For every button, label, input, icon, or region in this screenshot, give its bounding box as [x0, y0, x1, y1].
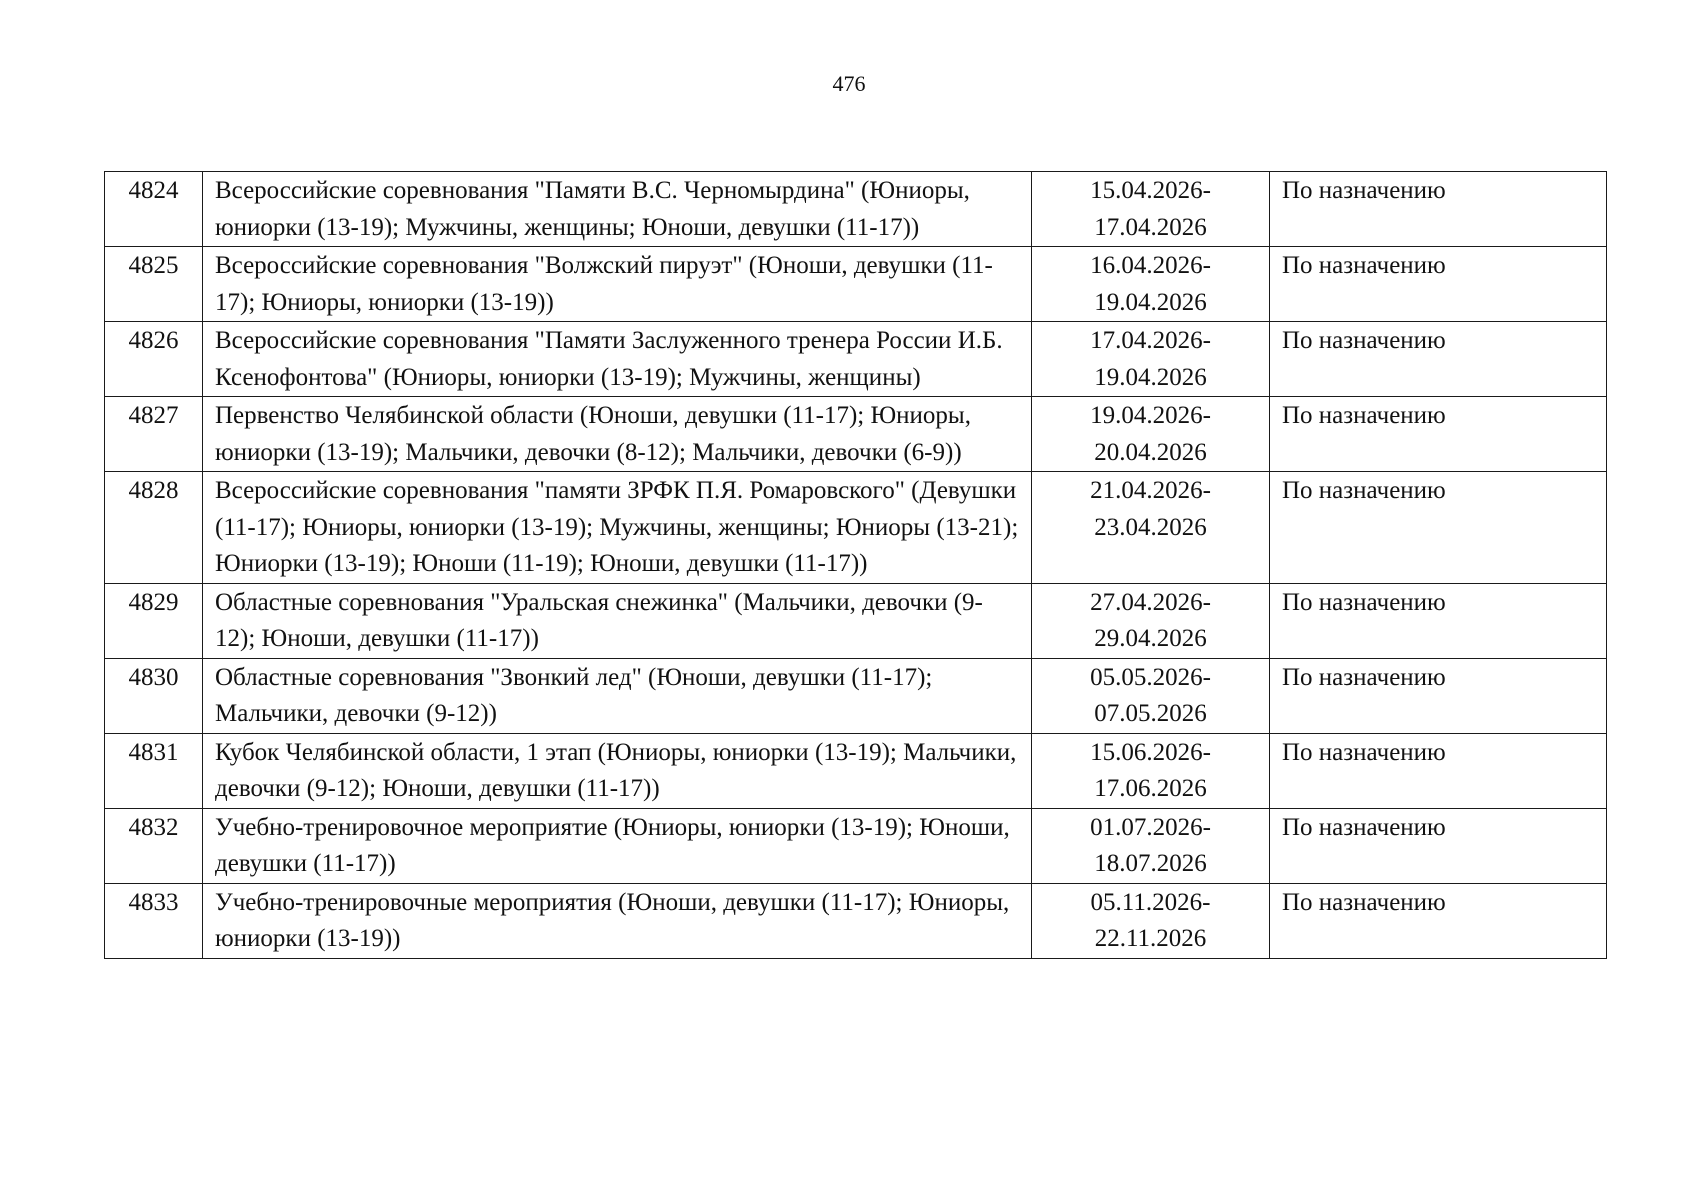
date-end: 17.06.2026	[1094, 775, 1207, 802]
row-number: 4830	[105, 658, 203, 733]
date-end: 19.04.2026	[1094, 288, 1207, 316]
event-dates	[1032, 247, 1270, 322]
funding: По назначению	[1270, 172, 1607, 247]
event-name: Учебно-тренировочные мероприятия (Юноши, девушки (11-17); Юниоры, юниорки (13-19))	[203, 883, 1032, 958]
table-row	[105, 322, 1607, 397]
date-start: 15.04.2026-	[1090, 177, 1211, 204]
row-number: 4826	[105, 322, 203, 397]
table-row	[105, 583, 1607, 658]
date-start: 21.04.2026-	[1090, 477, 1211, 504]
event-name: Всероссийские соревнования "Волжский пируэт" (Юноши, девушки (11-17); Юниоры, юниорки (13-19))	[203, 247, 1032, 322]
event-dates	[1032, 733, 1270, 808]
event-name: Кубок Челябинской области, 1 этап (Юниоры, юниорки (13-19); Мальчики, девочки (9-12); Юноши, девушки (11-17))	[203, 733, 1032, 808]
funding: По назначению	[1270, 322, 1607, 397]
row-number: 4831	[105, 733, 203, 808]
event-name: Учебно-тренировочное мероприятие (Юниоры, юниорки (13-19); Юноши, девушки (11-17))	[203, 808, 1032, 883]
table-row	[105, 172, 1607, 247]
date-end: 20.04.2026	[1094, 438, 1207, 466]
event-name: Всероссийские соревнования "памяти ЗРФК П.Я. Ромаровского" (Девушки (11-17); Юниоры, юниорки (13-19); Мужчины, женщины; Юниоры (13-21); Юниорки (13-19); Юноши (11-19); Юноши, девушки (11-17))	[203, 472, 1032, 584]
table-row	[105, 472, 1607, 584]
date-start: 15.06.2026-	[1090, 738, 1211, 766]
event-dates	[1032, 472, 1270, 584]
date-start: 16.04.2026-	[1090, 252, 1211, 279]
date-end: 07.05.2026	[1094, 700, 1207, 727]
table-row	[105, 247, 1607, 322]
table-row	[105, 733, 1607, 808]
page-number: 476	[832, 71, 866, 96]
funding: По назначению	[1270, 883, 1607, 958]
funding: По назначению	[1270, 583, 1607, 658]
table-row	[105, 397, 1607, 472]
event-name: Областные соревнования "Звонкий лед" (Юноши, девушки (11-17); Мальчики, девочки (9-12))	[203, 658, 1032, 733]
event-dates	[1032, 808, 1270, 883]
date-start: 19.04.2026-	[1090, 402, 1211, 429]
event-dates	[1032, 883, 1270, 958]
funding: По назначению	[1270, 247, 1607, 322]
date-end: 17.04.2026	[1094, 213, 1207, 241]
event-name: Всероссийские соревнования "Памяти В.С. Черномырдина" (Юниоры, юниорки (13-19); Мужчины, женщины; Юноши, девушки (11-17))	[203, 172, 1032, 247]
date-end: 23.04.2026	[1094, 513, 1207, 541]
row-number: 4827	[105, 397, 203, 472]
row-number: 4833	[105, 883, 203, 958]
funding: По назначению	[1270, 658, 1607, 733]
date-start: 27.04.2026-	[1090, 588, 1211, 616]
event-dates	[1032, 658, 1270, 733]
row-number: 4824	[105, 172, 203, 247]
table-row	[105, 658, 1607, 733]
date-end: 18.07.2026	[1094, 850, 1207, 877]
row-number: 4829	[105, 583, 203, 658]
row-number: 4825	[105, 247, 203, 322]
funding: По назначению	[1270, 472, 1607, 584]
date-end: 22.11.2026	[1094, 925, 1207, 952]
event-dates	[1032, 397, 1270, 472]
event-name: Областные соревнования "Уральская снежинка" (Мальчики, девочки (9-12); Юноши, девушки (11-17))	[203, 583, 1032, 658]
date-start: 17.04.2026-	[1090, 327, 1211, 354]
funding: По назначению	[1270, 808, 1607, 883]
events-table	[104, 171, 1607, 959]
funding: По назначению	[1270, 733, 1607, 808]
table-row	[105, 808, 1607, 883]
row-number: 4828	[105, 472, 203, 584]
event-name: Всероссийские соревнования "Памяти Заслуженного тренера России И.Б. Ксенофонтова" (Юниоры, юниорки (13-19); Мужчины, женщины)	[203, 322, 1032, 397]
table-row	[105, 883, 1607, 958]
date-end: 19.04.2026	[1094, 363, 1207, 391]
funding: По назначению	[1270, 397, 1607, 472]
date-start: 01.07.2026-	[1090, 813, 1211, 841]
row-number: 4832	[105, 808, 203, 883]
event-name: Первенство Челябинской области (Юноши, девушки (11-17); Юниоры, юниорки (13-19); Мальчики, девочки (8-12); Мальчики, девочки (6-9))	[203, 397, 1032, 472]
event-dates	[1032, 322, 1270, 397]
date-end: 29.04.2026	[1094, 625, 1207, 652]
event-dates	[1032, 172, 1270, 247]
date-start: 05.05.2026-	[1090, 663, 1211, 691]
date-start: 05.11.2026-	[1090, 888, 1211, 916]
event-dates	[1032, 583, 1270, 658]
